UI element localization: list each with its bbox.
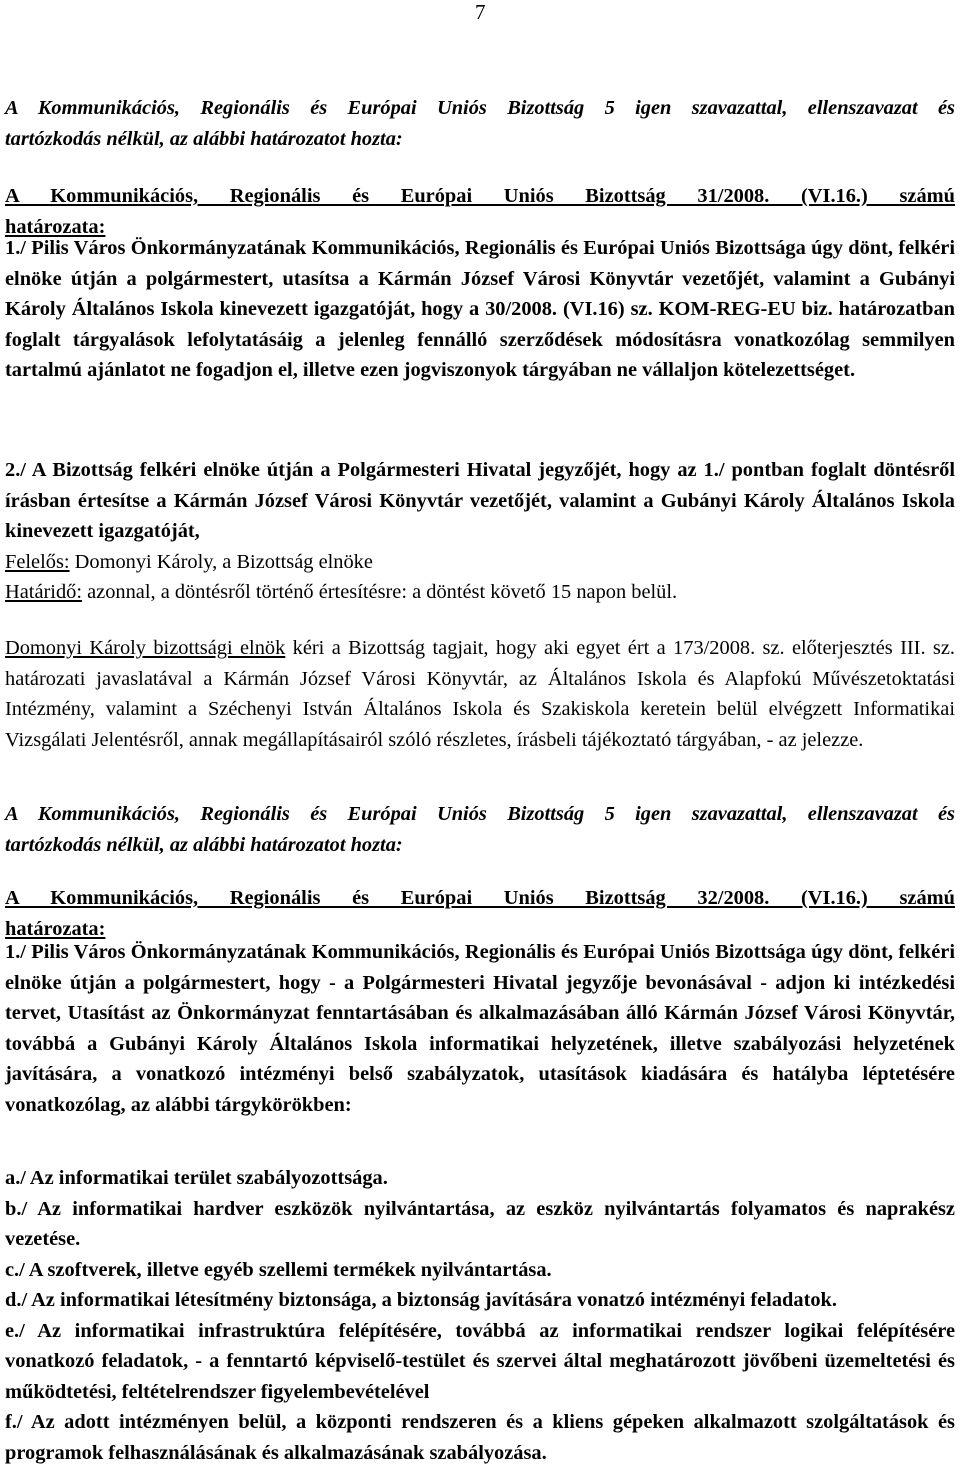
topic-item-a: a./ Az informatikai terület szabályozottsága. [5,1167,388,1189]
vote-statement-2-line-1: A Kommunikációs, Regionális és Európai Uniós Bizottság 5 igen szavazattal, ellenszavazat és [5,803,955,825]
resolution-32-title-line-1: A Kommunikációs, Regionális és Európai Uniós Bizottság 32/2008. (VI.16.) számú [5,887,955,909]
resolution-32-title-line-2: határozata: [5,917,106,940]
responsible-line [5,547,955,578]
vote-statement-1 [5,93,955,154]
deadline-line [5,577,955,608]
resolution-31-point-1: 1./ Pilis Város Önkormányzatának Kommunikációs, Regionális és Európai Uniós Bizottsága úgy dönt, felkéri elnöke útján a polgármestert, utasítsa a Kármán József Városi Könyvtár vezetőjét, valamint a Gubányi Károly Általános Iskola kinevezett igazgatóját, hogy a 30/2008. (VI.16) sz. KOM-REG-EU biz. határozatban foglalt tárgyalások lefolytatásáig a jelenleg fennálló szerződések módosításra vonatkozólag semmilyen tartalmú ajánlatot ne fogadjon el, illetve ezen jogviszonyok tárgyában ne vállaljon kötelezettséget. [5,237,955,381]
responsible-value: Domonyi Károly, a Bizottság elnöke [69,551,373,573]
responsible-label: Felelős: [5,551,70,573]
resolution-32-point-1: 1./ Pilis Város Önkormányzatának Kommunikációs, Regionális és Európai Uniós Bizottsága úgy dönt, felkéri elnöke útján a polgármestert, hogy - a Polgármesteri Hivatal jegyzője bevonásával - adjon ki intézkedési tervet, Utasítást az Önkormányzat fenntartásában és alkalmazásában álló Kármán József Városi Könyvtár, továbbá a Gubányi Károly Általános Iskola informatikai helyzetének, illetve szabályozási helyzetének javítására, a vonatkozó intézményi belső szabályzatok, utasítások kiadására és hatályba léptetésére vonatkozólag, az alábbi tárgykörökben: [5,941,955,1116]
resolution-32-title [5,883,955,944]
vote-statement-2 [5,799,955,860]
chair-name: Domonyi Károly bizottsági elnök [5,637,286,659]
deadline-value: azonnal, a döntésről történő értesítésre: a döntést követő 15 napon belül. [82,581,678,603]
resolution-31-point-2: 2./ A Bizottság felkéri elnöke útján a Polgármesteri Hivatal jegyzőjét, hogy az 1./ pontban foglalt döntésről írásban értesítse a Kármán József Városi Könyvtár vezetőjét, valamint a Gubányi Károly Általános Iskola kinevezett igazgatóját, [5,459,955,542]
vote-statement-2-line-2: tartózkodás nélkül, az alábbi határozatot hozta: [5,833,403,856]
deadline-label: Határidő: [5,581,83,603]
page-number: 7 [475,0,486,24]
vote-statement-1-line-2: tartózkodás nélkül, az alábbi határozatot hozta: [5,127,403,150]
topic-item-e: e./ Az informatikai infrastruktúra felépítésére, továbbá az informatikai rendszer logikai felépítésére vonatkozó feladatok, - a fenntartó képviselő-testület és szervei által meghatározott jövőbeni üzemeltetési és működtetési, feltételrendszer figyelembevételével [5,1319,955,1403]
topic-item-f: f./ Az adott intézményen belül, a központi rendszeren és a kliens gépeken alkalmazott szolgáltatások és programok felhasználásának és alkalmazásának szabályozása. [5,1411,955,1464]
topic-item-b: b./ Az informatikai hardver eszközök nyilvántartása, az eszköz nyilvántartás folyamatos és naprakész vezetése. [5,1197,955,1250]
topic-item-d: d./ Az informatikai létesítmény biztonsága, a biztonság javítására vonatzó intézményi feladatok. [5,1289,837,1311]
chair-request-text: kéri a Bizottság tagjait, hogy aki egyet ért a 173/2008. sz. előterjesztés III. sz. határozati javaslatával a Kármán József Városi Könyvtár, az Általános Iskola és Alapfokú Művészetoktatási Intézmény, valamint a Széchenyi István Általános Iskola és Szakiskola keretein belül elvégzett Informatikai Vizsgálati Jelentésről, annak megállapításairól szóló részletes, írásbeli tájékoztató tárgyában, - az jelezze. [5,637,955,751]
resolution-31-title-line-2: határozata: [5,215,106,238]
topic-item-c: c./ A szoftverek, illetve egyéb szellemi termékek nyilvántartása. [5,1258,552,1281]
topic-list [5,1163,955,1468]
resolution-31-title-line-1: A Kommunikációs, Regionális és Európai Uniós Bizottság 31/2008. (VI.16.) számú [5,185,955,207]
chair-request [5,633,955,755]
vote-statement-1-line-1: A Kommunikációs, Regionális és Európai Uniós Bizottság 5 igen szavazattal, ellenszavazat és [5,97,955,119]
